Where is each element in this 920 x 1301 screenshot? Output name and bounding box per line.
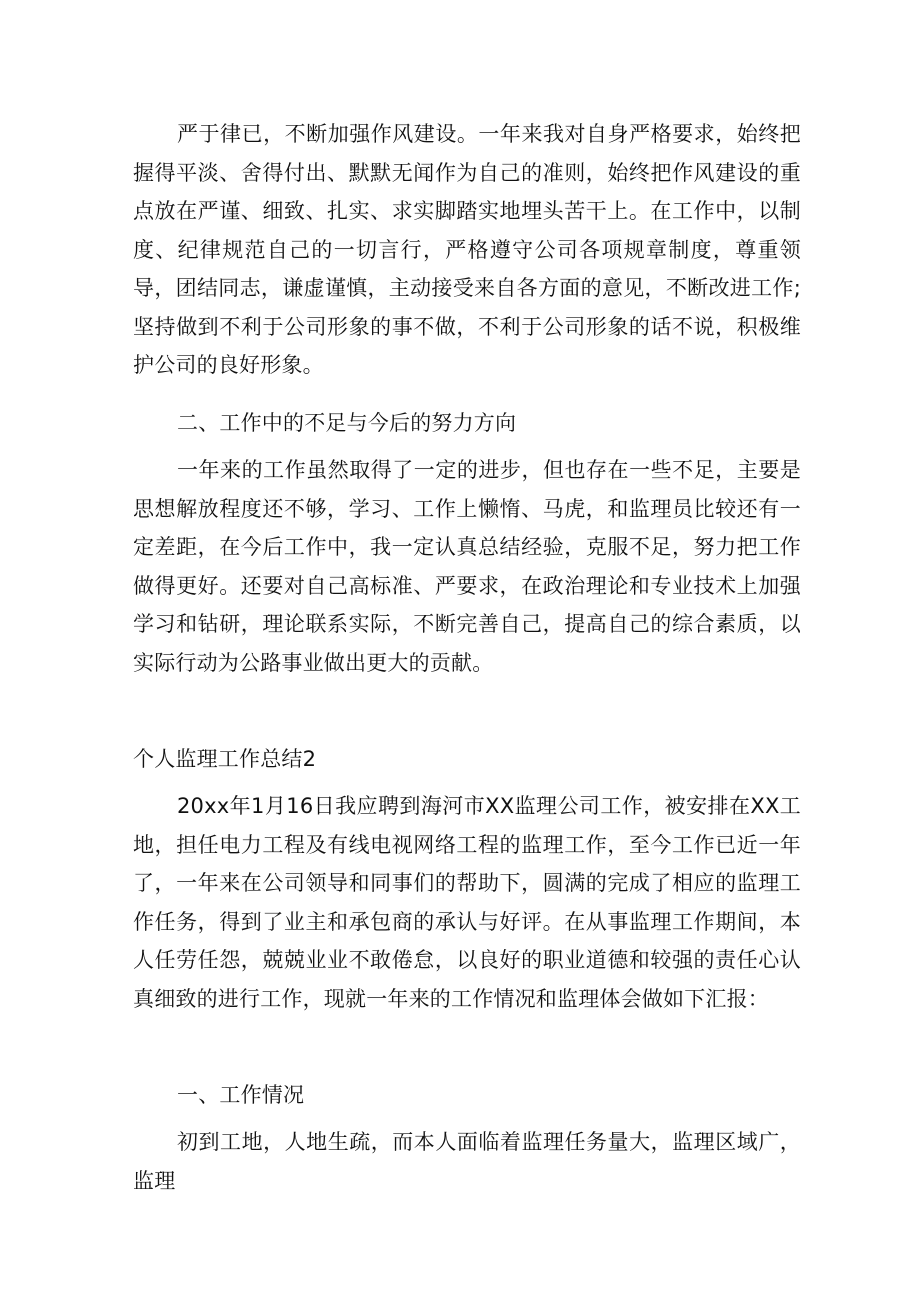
document-title-summary-2: 个人监理工作总结2 xyxy=(133,747,317,771)
section-heading-shortcomings: 二、工作中的不足与今后的努力方向 xyxy=(177,411,517,435)
section-heading-work-status: 一、工作情况 xyxy=(177,1083,305,1107)
paragraph-work-status: 初到工地，人地生疏，而本人面临着监理任务量大，监理区域广，监理 xyxy=(133,1130,801,1193)
paragraph-self-discipline: 严于律已，不断加强作风建设。一年来我对自身严格要求，始终把握得平淡、舍得付出、默默无闻作为自己的准则，始终把作风建设的重点放在严谨、细致、扎实、求实脚踏实地埋头苦干上。在工作中，以制度、纪律规范自己的一切言行，严格遵守公司各项规章制度，尊重领导，团结同志，谦虚谨慎，主动接受来自各方面的意见，不断改进工作;坚持做到不利于公司形象的事不做，不利于公司形象的话不说，积极维护公司的良好形象。 xyxy=(133,122,801,377)
paragraph-introduction: 20xx年1月16日我应聘到海河市XX监理公司工作，被安排在XX工地，担任电力工程及有线电视网络工程的监理工作，至今工作已近一年了，一年来在公司领导和同事们的帮助下，圆满的完成了相应的监理工作任务，得到了业主和承包商的承认与好评。在从事监理工作期间，本人任劳任怨，兢兢业业不敢倦怠，以良好的职业道德和较强的责任心认真细致的进行工作，现就一年来的工作情况和监理体会做如下汇报： xyxy=(133,794,801,1011)
paragraph-shortcomings: 一年来的工作虽然取得了一定的进步，但也存在一些不足，主要是思想解放程度还不够，学习、工作上懒惰、马虎，和监理员比较还有一定差距，在今后工作中，我一定认真总结经验，克服不足，努力把工作做得更好。还要对自己高标准、严要求，在政治理论和专业技术上加强学习和钻研，理论联系实际，不断完善自己，提高自己的综合素质，以实际行动为公路事业做出更大的贡献。 xyxy=(133,458,801,675)
